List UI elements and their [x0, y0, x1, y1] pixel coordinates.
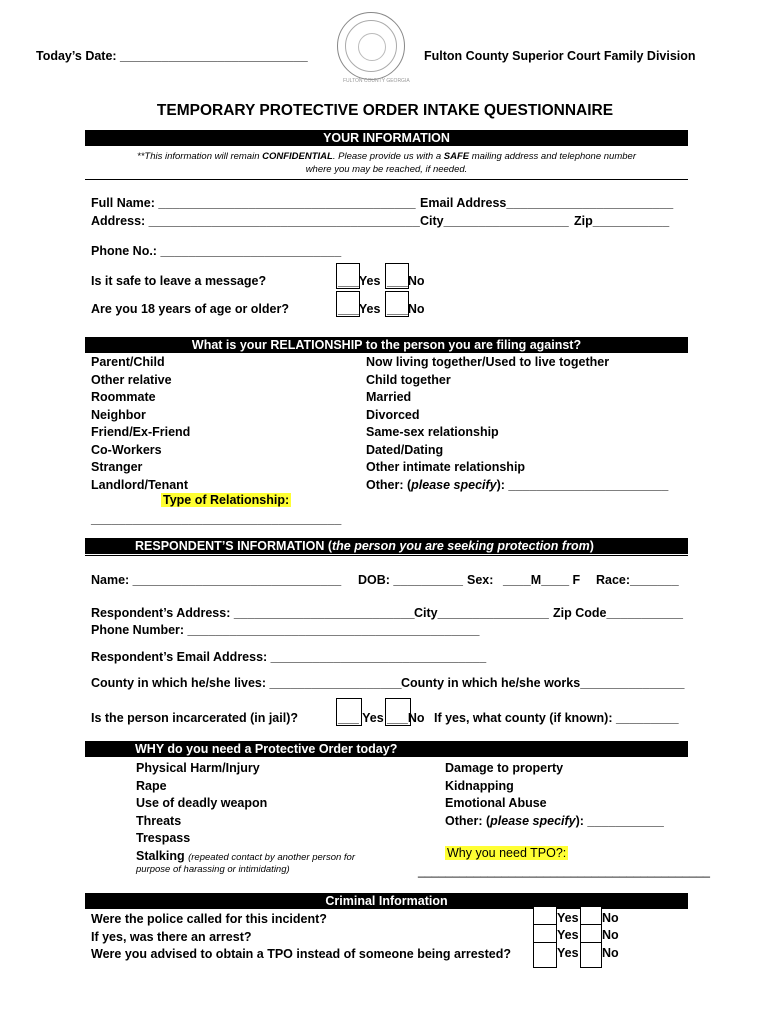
relationship-list-left [91, 354, 190, 494]
why-need-tpo-field[interactable]: __________________________________________ [418, 864, 710, 878]
relationship-option[interactable]: Now living together/Used to live together [366, 355, 610, 369]
safe-message-yes-label: ___Yes [338, 274, 381, 288]
respondent-city-field[interactable]: City________________ [414, 606, 549, 620]
respondent-zip-field[interactable]: Zip Code___________ [553, 606, 683, 620]
address-field[interactable]: Address: _______________________________________ [91, 214, 420, 228]
police-called-yes-checkbox[interactable] [533, 906, 557, 925]
respondent-county-works-field[interactable]: County in which he/she works_______________ [401, 676, 685, 690]
respondent-county-lives-field[interactable]: County in which he/she lives: ___________________ [91, 676, 402, 690]
relationship-option[interactable]: Friend/Ex-Friend [91, 425, 191, 439]
safe-message-no-label: ___No [387, 274, 425, 288]
section-bar-relationship: What is your RELATIONSHIP to the person you are filing against? [85, 337, 688, 353]
why-need-tpo-label: Why you need TPO?: [447, 846, 567, 860]
arrest-yes-checkbox[interactable] [533, 924, 557, 943]
full-name-field[interactable]: Full Name: _____________________________________ [91, 196, 416, 210]
police-called-question: Were the police called for this incident? [91, 912, 327, 926]
respondent-race-field[interactable]: Race:_______ [596, 573, 679, 587]
age-no-label: ___No [387, 302, 425, 316]
incarcerated-yes-label: ___ Yes [338, 711, 384, 725]
reason-option[interactable]: Damage to property [445, 761, 564, 775]
arrest-yes-label: Yes [557, 928, 579, 942]
stalking-note-line2: purpose of harassing or intimidating) [136, 864, 290, 875]
respondent-sex-field[interactable]: ____M____ F [503, 573, 581, 587]
relationship-option[interactable]: Married [366, 390, 412, 404]
todays-date-field[interactable]: Today’s Date: ___________________________ [36, 49, 308, 63]
relationship-option[interactable]: Stranger [91, 460, 143, 474]
police-called-yes-label: Yes [557, 911, 579, 925]
type-of-relationship-field[interactable]: ____________________________________ [91, 512, 342, 526]
section-divider [85, 555, 688, 556]
relationship-option[interactable]: Neighbor [91, 407, 146, 422]
incarcerated-no-label: ___No [387, 711, 425, 725]
advised-tpo-no-label: No [602, 946, 619, 960]
court-seal-logo [337, 12, 405, 80]
section-bar-your-information: YOUR INFORMATION [85, 130, 688, 146]
reason-option[interactable]: Kidnapping [445, 778, 514, 793]
relationship-option[interactable]: Parent/Child [91, 355, 165, 369]
relationship-other-field[interactable]: Other: (please specify): _______________________ [366, 477, 669, 492]
reason-option[interactable]: Emotional Abuse [445, 796, 547, 810]
phone-field[interactable]: Phone No.: __________________________ [91, 244, 342, 258]
reason-option[interactable]: Trespass [136, 831, 191, 845]
respondent-phone-field[interactable]: Phone Number: __________________________________________ [91, 623, 480, 637]
relationship-option[interactable]: Other intimate relationship [366, 460, 526, 474]
reason-option-stalking[interactable]: Stalking (repeated contact by another person for [136, 848, 355, 863]
reason-option[interactable]: Rape [136, 778, 167, 793]
arrest-question: If yes, was there an arrest? [91, 929, 252, 944]
respondent-email-field[interactable]: Respondent’s Email Address: _______________________________ [91, 650, 487, 664]
relationship-option[interactable]: Divorced [366, 407, 420, 422]
advised-tpo-no-checkbox[interactable] [580, 942, 602, 968]
police-called-no-checkbox[interactable] [580, 906, 602, 925]
court-name: Fulton County Superior Court Family Division [424, 49, 696, 63]
advised-tpo-question: Were you advised to obtain a TPO instead of someone being arrested? [91, 947, 511, 961]
advised-tpo-yes-label: Yes [557, 946, 579, 960]
reason-list-right [445, 760, 664, 830]
criminal-questions [91, 911, 511, 964]
section-bar-respondent: RESPONDENT’S INFORMATION (the person you are seeking protection from) [85, 538, 688, 554]
respondent-dob-field[interactable]: DOB: __________ [358, 573, 463, 587]
incarcerated-question: Is the person incarcerated (in jail)? [91, 711, 299, 725]
confidential-note: **This information will remain CONFIDENTIAL. Please provide us with a SAFE mailing address and telephone number where you may be reached, if needed. [137, 151, 636, 175]
relationship-list-right [366, 354, 668, 494]
relationship-option[interactable]: Co-Workers [91, 442, 162, 457]
respondent-sex-label: Sex: [467, 573, 494, 587]
zip-field[interactable]: Zip___________ [574, 214, 670, 228]
advised-tpo-yes-checkbox[interactable] [533, 942, 557, 968]
age-yes-label: ___Yes [338, 302, 381, 316]
reason-option[interactable]: Threats [136, 813, 182, 828]
page-title: TEMPORARY PROTECTIVE ORDER INTAKE QUESTIONNAIRE [156, 102, 614, 119]
section-bar-criminal: Criminal Information [85, 893, 688, 909]
email-field[interactable]: Email Address________________________ [420, 196, 674, 210]
city-field[interactable]: City__________________ [420, 214, 569, 228]
relationship-option[interactable]: Other relative [91, 372, 172, 387]
type-of-relationship-label: Type of Relationship: [163, 493, 290, 507]
reason-option[interactable]: Physical Harm/Injury [136, 761, 260, 775]
respondent-address-field[interactable]: Respondent’s Address: __________________________ [91, 606, 415, 620]
section-bar-why: WHY do you need a Protective Order today? [85, 741, 688, 757]
age-question: Are you 18 years of age or older? [91, 302, 289, 316]
relationship-option[interactable]: Dated/Dating [366, 442, 444, 457]
relationship-option[interactable]: Child together [366, 372, 451, 387]
relationship-option[interactable]: Roommate [91, 390, 156, 404]
arrest-no-label: No [602, 928, 619, 942]
reason-list-left [136, 760, 355, 866]
arrest-no-checkbox[interactable] [580, 924, 602, 943]
safe-message-question: Is it safe to leave a message? [91, 274, 267, 288]
relationship-option[interactable]: Same-sex relationship [366, 425, 499, 439]
reason-other-field[interactable]: Other: (please specify): ___________ [445, 813, 664, 828]
incarceration-county-field[interactable]: If yes, what county (if known): _________ [434, 711, 679, 725]
respondent-name-field[interactable]: Name: ______________________________ [91, 573, 342, 587]
police-called-no-label: No [602, 911, 619, 925]
relationship-option[interactable]: Landlord/Tenant [91, 477, 188, 492]
seal-caption: FULTON COUNTY GEORGIA [343, 78, 410, 84]
reason-option[interactable]: Use of deadly weapon [136, 796, 268, 810]
